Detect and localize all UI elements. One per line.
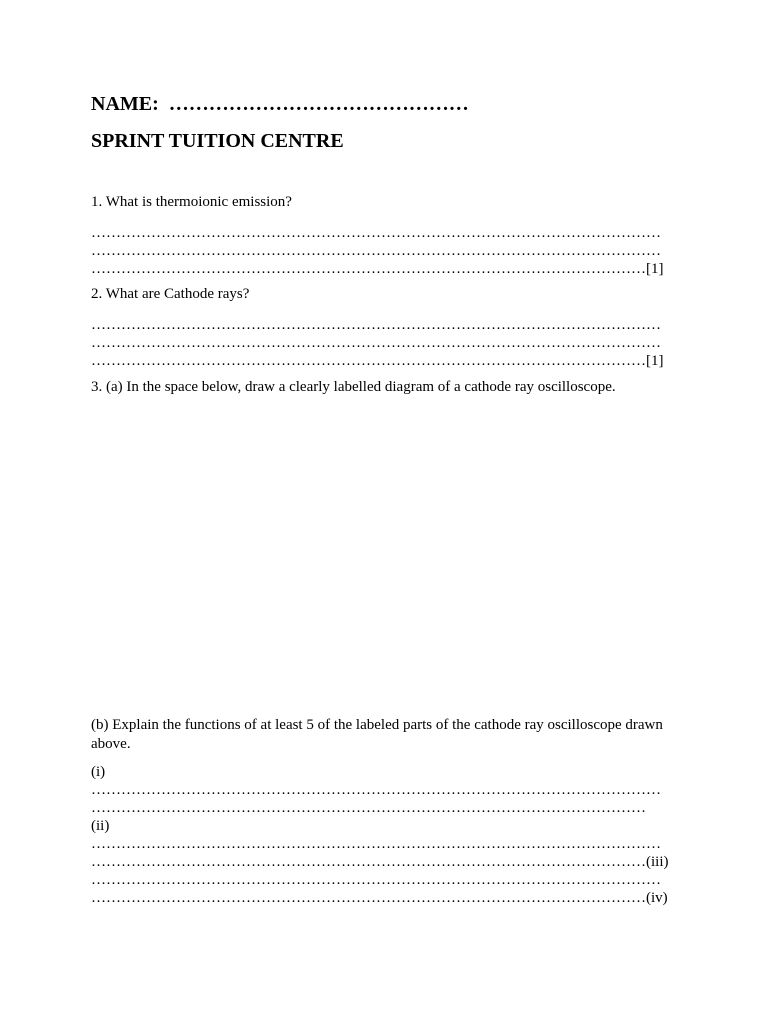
answer-line[interactable]: ……………………………………………………………………………………………………: [91, 335, 661, 351]
answer-line[interactable]: ……………………………………………………………………………………………………: [91, 836, 661, 852]
name-answer-field[interactable]: ………………………………………: [168, 93, 469, 115]
question-3b: (b) Explain the functions of at least 5 of the labeled parts of the cathode ray oscilloscope drawn above.: [91, 717, 663, 752]
answer-line[interactable]: ……………………………………………………………………………………………………: [91, 317, 661, 333]
answer-line[interactable]: ……………………………………………………………………………………………………: [91, 243, 661, 259]
question-3a: 3. (a) In the space below, draw a clearly labelled diagram of a cathode ray oscilloscope.: [91, 379, 616, 395]
answer-line[interactable]: …………………………………………………………………………………………………(iv): [91, 890, 668, 906]
part-ii-label: (ii): [91, 818, 110, 834]
answer-line[interactable]: ……………………………………………………………………………………………………: [91, 782, 661, 798]
question-2: 2. What are Cathode rays?: [91, 286, 250, 302]
answer-line[interactable]: …………………………………………………………………………………………………: [91, 800, 646, 816]
name-label: NAME:: [91, 93, 159, 115]
answer-line[interactable]: ……………………………………………………………………………………………………: [91, 872, 661, 888]
answer-line[interactable]: ……………………………………………………………………………………………………: [91, 225, 661, 241]
answer-line[interactable]: …………………………………………………………………………………………………(iii): [91, 854, 669, 870]
name-line: [91, 93, 469, 116]
diagram-drawing-area[interactable]: [91, 410, 679, 700]
answer-line[interactable]: …………………………………………………………………………………………………[1]: [91, 261, 664, 277]
answer-line[interactable]: …………………………………………………………………………………………………[1]: [91, 353, 664, 369]
question-1: 1. What is thermoionic emission?: [91, 194, 292, 210]
centre-title: SPRINT TUITION CENTRE: [91, 130, 344, 152]
part-i-label: (i): [91, 764, 106, 780]
